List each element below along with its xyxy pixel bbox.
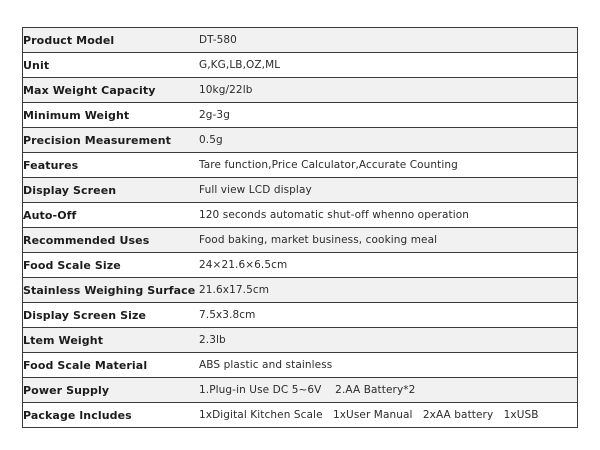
spec-value: 1xDigital Kitchen Scale 1xUser Manual 2xAA battery 1xUSB	[199, 403, 578, 428]
table-row	[23, 28, 578, 53]
table-row	[23, 403, 578, 428]
spec-label: Recommended Uses	[23, 228, 200, 253]
table-row	[23, 303, 578, 328]
spec-value: 7.5x3.8cm	[199, 303, 578, 328]
spec-value: 24×21.6×6.5cm	[199, 253, 578, 278]
table-row	[23, 378, 578, 403]
spec-label: Package lncludes	[23, 403, 200, 428]
spec-value: 120 seconds automatic shut-off whenno operation	[199, 203, 578, 228]
table-row	[23, 253, 578, 278]
spec-label: Display Screen	[23, 178, 200, 203]
spec-value: 21.6x17.5cm	[199, 278, 578, 303]
spec-label: Ltem Weight	[23, 328, 200, 353]
spec-value: Tare function,Price Calculator,Accurate Counting	[199, 153, 578, 178]
spec-value: 2.3lb	[199, 328, 578, 353]
table-row	[23, 328, 578, 353]
spec-value: DT-580	[199, 28, 578, 53]
spec-value: ABS plastic and stainless	[199, 353, 578, 378]
spec-label: Minimum Weight	[23, 103, 200, 128]
table-row	[23, 103, 578, 128]
spec-table	[22, 27, 578, 428]
spec-table-body	[23, 28, 578, 428]
table-row	[23, 203, 578, 228]
spec-value: G,KG,LB,OZ,ML	[199, 53, 578, 78]
spec-label: Stainless Weighing Surface	[23, 278, 200, 303]
spec-value: Food baking, market business, cooking meal	[199, 228, 578, 253]
table-row	[23, 153, 578, 178]
spec-value: 1.Plug-in Use DC 5~6V 2.AA Battery*2	[199, 378, 578, 403]
spec-label: Precision Measurement	[23, 128, 200, 153]
spec-value: 10kg/22lb	[199, 78, 578, 103]
table-row	[23, 53, 578, 78]
spec-label: Power Supply	[23, 378, 200, 403]
table-row	[23, 353, 578, 378]
spec-label: Food Scale Size	[23, 253, 200, 278]
table-row	[23, 228, 578, 253]
table-row	[23, 78, 578, 103]
spec-value: Full view LCD display	[199, 178, 578, 203]
spec-value: 0.5g	[199, 128, 578, 153]
spec-label: Max Weight Capacity	[23, 78, 200, 103]
table-row	[23, 278, 578, 303]
spec-label: Features	[23, 153, 200, 178]
table-row	[23, 128, 578, 153]
spec-label: Product Model	[23, 28, 200, 53]
spec-label: Unit	[23, 53, 200, 78]
table-row	[23, 178, 578, 203]
spec-label: Food Scale Material	[23, 353, 200, 378]
spec-value: 2g-3g	[199, 103, 578, 128]
spec-label: Display Screen Size	[23, 303, 200, 328]
spec-label: Auto-Off	[23, 203, 200, 228]
